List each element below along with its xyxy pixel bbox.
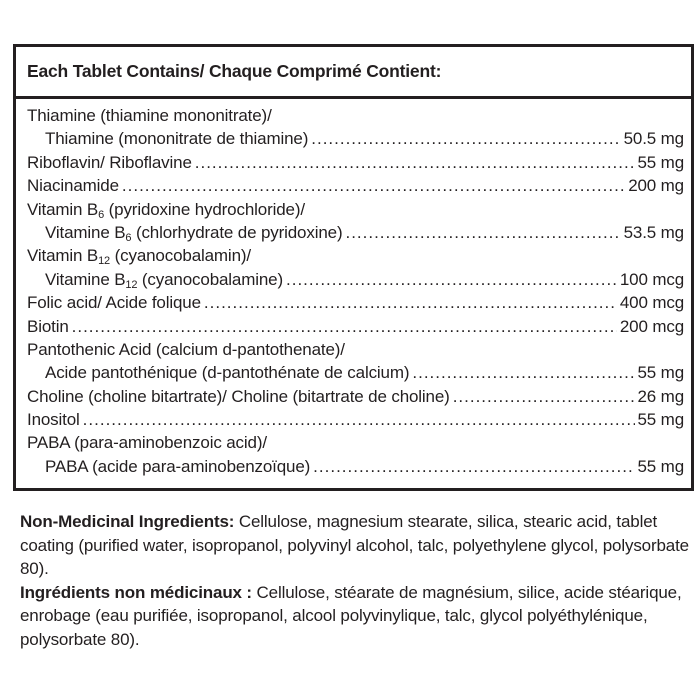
ingredients-english [20, 510, 692, 581]
dot-leader [286, 268, 617, 291]
ingredient-amount: 100 mcg [619, 269, 684, 289]
ingredient-row-biotin [27, 315, 684, 338]
ingredient-row-paba-en [27, 431, 684, 454]
supplement-facts-panel [13, 44, 694, 491]
ingredient-amount: 55 mg [637, 152, 684, 172]
ingredient-row-pantothenic-fr [27, 361, 684, 384]
ingredients-french [20, 581, 692, 652]
ingredient-row-choline [27, 385, 684, 408]
ingredient-row-thiamine-en [27, 104, 684, 127]
ingredient-name: Acide pantothénique (d-pantothénate de calcium) [45, 363, 410, 383]
ingredient-amount: 50.5 mg [623, 129, 684, 149]
ingredient-row-thiamine-fr [27, 127, 684, 150]
ingredient-row-paba-fr [27, 455, 684, 478]
ingredients-french-text: Cellulose, stéarate de magnésium, silice, acide stéarique, enrobage (eau purifiée, isopropanol, alcool polyvinylique, talc, glycol polyéthylénique, polysorbate 80). [20, 582, 682, 649]
dot-leader [122, 174, 625, 197]
ingredient-row-inositol [27, 408, 684, 431]
ingredient-amount: 53.5 mg [623, 222, 684, 242]
dot-leader [345, 221, 620, 244]
ingredient-name: Vitamin $B_{12}$ (cyanocobalamin)/ [27, 246, 251, 268]
ingredient-row-vitamin-b6-en [27, 198, 684, 221]
ingredients-english-label: Non-Medicinal Ingredients: [20, 512, 235, 531]
ingredient-name: Vitamin $B_6$ (pyridoxine hydrochloride)/ [27, 199, 305, 221]
ingredient-name: Pantothenic Acid (calcium d-pantothenate)/ [27, 339, 345, 359]
ingredient-list [27, 104, 684, 478]
ingredients-french-label: Ingrédients non médicinaux : [20, 582, 252, 602]
dot-leader [72, 315, 617, 338]
non-medicinal-ingredients [20, 510, 692, 651]
ingredient-name: Vitamine $B_{12}$ (cyanocobalamine) [45, 269, 283, 291]
ingredient-row-vitamin-b12-en [27, 244, 684, 267]
dot-leader [204, 291, 617, 314]
ingredient-name: PABA (para-aminobenzoic acid)/ [27, 433, 267, 453]
dot-leader [412, 361, 634, 384]
dot-leader [83, 408, 635, 431]
dot-leader [195, 151, 635, 174]
ingredient-name: Choline (choline bitartrate)/ Choline (bitartrate de choline) [27, 386, 450, 406]
title-divider [16, 96, 691, 99]
ingredient-row-vitamin-b12-fr [27, 268, 684, 291]
ingredient-name: Folic acid/ Acide folique [27, 293, 201, 313]
ingredient-name: Thiamine (mononitrate de thiamine) [45, 129, 309, 149]
ingredient-amount: 200 mcg [619, 316, 684, 336]
dot-leader [311, 127, 620, 150]
ingredient-name: PABA (acide para-aminobenzoïque) [45, 456, 311, 476]
panel-title: Each Tablet Contains/ Chaque Comprimé Contient: [27, 61, 442, 81]
ingredients-english-text: Cellulose, magnesium stearate, silica, stearic acid, tablet coating (purified water, isopropanol, polyvinyl alcohol, talc, polyethylene glycol, polysorbate 80). [20, 512, 689, 578]
ingredient-amount: 26 mg [637, 386, 684, 406]
ingredient-name: Riboflavin/ Riboflavine [27, 152, 192, 172]
ingredient-row-riboflavin [27, 151, 684, 174]
ingredient-amount: 55 mg [637, 363, 684, 383]
dot-leader [453, 385, 635, 408]
ingredient-amount: 200 mg [628, 176, 684, 196]
ingredient-amount: 400 mcg [619, 293, 684, 313]
ingredient-name: Biotin [27, 316, 69, 336]
dot-leader [313, 455, 634, 478]
ingredient-name: Vitamine $B_6$ (chlorhydrate de pyridoxine) [45, 222, 343, 244]
ingredient-amount: 55 mg [637, 410, 684, 430]
ingredient-row-pantothenic-en [27, 338, 684, 361]
ingredient-name: Niacinamide [27, 176, 119, 196]
ingredient-row-vitamin-b6-fr [27, 221, 684, 244]
ingredient-name: Inositol [27, 410, 80, 430]
ingredient-row-folic-acid [27, 291, 684, 314]
ingredient-amount: 55 mg [637, 456, 684, 476]
ingredient-row-niacinamide [27, 174, 684, 197]
ingredient-name: Thiamine (thiamine mononitrate)/ [27, 106, 272, 125]
